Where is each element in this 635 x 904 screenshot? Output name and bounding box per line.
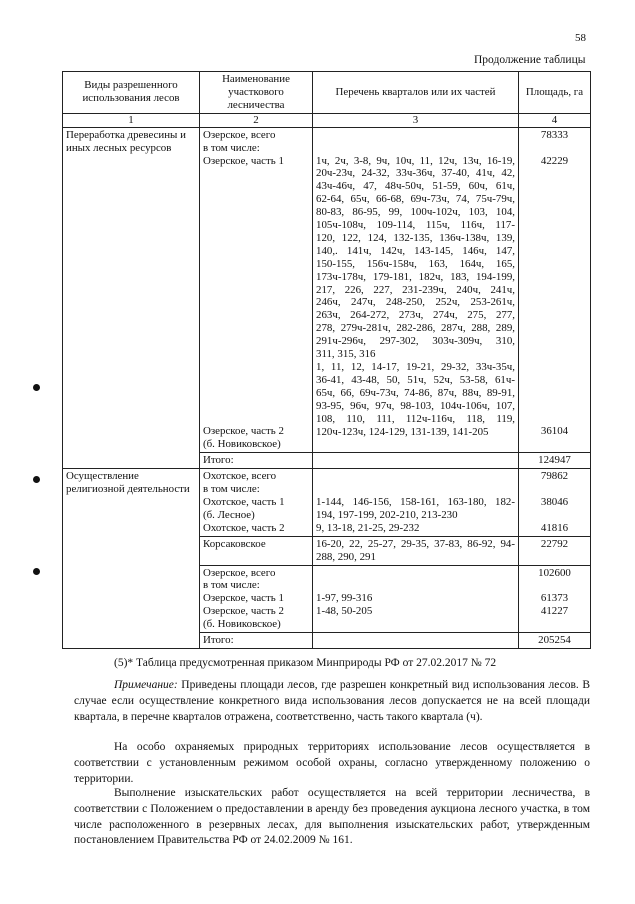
forestry-incl: в том числе: (203, 579, 260, 592)
paragraph-protected-areas: На особо охраняемых природных территориях использование лесов осуществляется в соответствии с установленным режимом особой охраны, согласно утвержденному положению о территории. (74, 741, 590, 785)
quarters-line: 217, 226, 227, 231-239ч, 240ч, 241ч, (316, 283, 515, 296)
column-number: 1 (63, 113, 200, 127)
quarters-line: 20ч-23ч, 24-32, 33ч-36ч, 37-40, 41ч, 42, (316, 167, 515, 180)
note-label: Примечание: (114, 679, 178, 691)
area-cell (519, 565, 591, 633)
header-forestry-name: Наименование участкового лесничества (200, 72, 313, 114)
forestry-incl: в том числе: (203, 483, 260, 496)
quarters-cell (313, 127, 519, 453)
forestry-name: Озерское, часть 1 (203, 592, 284, 605)
quarters-line: 1, 11, 12, 14-17, 19-21, 29-32, 33ч-35ч, (316, 361, 515, 374)
forestry-cell (200, 565, 313, 633)
area-value: 41227 (540, 605, 569, 618)
quarters-line: 105ч-108ч, 109-114, 115ч, 116ч, 117- (316, 219, 515, 232)
column-number: 2 (200, 113, 313, 127)
quarters-line: 246ч, 247ч, 248-250, 252ч, 253-261ч, (316, 296, 515, 309)
paragraph-survey-work: Выполнение изыскательских работ осуществляется на всей территории лесничества, в соответствии с Положением о предоставлении в аренду без проведения аукциона лесного участка, в том числе расположенного в резервных лесах, для выполнения изыскательских работ, утвержденным постановлением Правительства РФ от 24.02.2009 № 161. (74, 787, 590, 847)
table-header-row (63, 72, 591, 114)
area-value: 79862 (540, 470, 569, 483)
quarters-line: 43ч-46ч, 47, 48ч-50ч, 51-59, 60ч, 61ч, (316, 180, 515, 193)
forestry-name: Озерское, всего (203, 128, 276, 141)
quarters-line: 291ч-296ч, 297-302, 303ч-309ч, 310, (316, 335, 515, 348)
quarters-line: 120, 122, 124, 132-135, 136ч-138ч, 139, (316, 231, 515, 244)
quarters-line: 140,. 141ч, 142ч, 143-145, 146ч, 147, (316, 244, 515, 257)
total-value: 124947 (519, 453, 591, 469)
forestry-name: Корсаковское (200, 536, 313, 565)
quarters-line: 1-48, 50-205 (316, 605, 373, 618)
quarters-line: 194, 197-199, 202-210, 213-230 (316, 508, 458, 521)
quarters-cell (313, 565, 519, 633)
quarters-line: 173ч-178ч, 179-181, 182ч, 183, 194-199, (316, 270, 515, 283)
forestry-name: Охотское, часть 1 (203, 495, 285, 508)
quarters-line: 36-41, 43-48, 50, 51ч, 52ч, 53-58, 61ч- (316, 373, 515, 386)
column-number: 4 (519, 113, 591, 127)
header-use-type: Виды разрешенного использования лесов (63, 72, 200, 114)
area-cell (519, 127, 591, 453)
area-cell (519, 469, 591, 537)
table-row (63, 127, 591, 453)
header-quarters-list: Перечень кварталов или их частей (313, 72, 519, 114)
quarters-line: 1-144, 146-156, 158-161, 163-180, 182- (316, 495, 515, 508)
total-value: 205254 (519, 633, 591, 649)
quarters-line: 65ч, 66, 69ч-73ч, 74-86, 87ч, 88ч, 89-91, (316, 386, 515, 399)
note-paragraph (74, 678, 590, 725)
column-number-row (63, 113, 591, 127)
forestry-name: Озерское, часть 1 (203, 154, 284, 167)
forestry-name: Озерское, всего (203, 566, 276, 579)
quarters-line: 150-155, 156ч-158ч, 163, 164ч, 165, (316, 257, 515, 270)
quarters-line: 263ч, 264-272, 273ч, 274ч, 275, 277, (316, 309, 515, 322)
header-area: Площадь, га (519, 72, 591, 114)
area-value: 61373 (540, 592, 569, 605)
note-text: Приведены площади лесов, где разрешен конкретный вид использования лесов. В случае если осуществление конкретного вида использования лесов допускается не на всей площади квартала, в перечне кварталов отражена, соответственно, часть такого квартала (ч). (74, 679, 590, 723)
quarters-line: 1ч, 2ч, 3-8, 9ч, 10ч, 11, 12ч, 13ч, 16-19, (316, 154, 515, 167)
table-continuation-label: Продолжение таблицы (474, 54, 586, 66)
forest-use-table (62, 71, 591, 649)
quarters-line: 278, 279ч-281ч, 282-286, 287ч, 288, 289, (316, 322, 515, 335)
forestry-name: Озерское, часть 2 (203, 425, 284, 438)
forestry-cell (200, 469, 313, 537)
forestry-cell (200, 127, 313, 453)
forestry-name: Озерское, часть 2 (203, 605, 284, 618)
area-value: 36104 (540, 425, 569, 438)
total-label: Итого: (200, 453, 313, 469)
area-value: 42229 (540, 154, 569, 167)
area-value: 38046 (540, 495, 569, 508)
quarters-line: 93-95, 96ч, 97ч, 98-103, 104ч-106ч, 107, (316, 399, 515, 412)
binder-hole-mark (33, 476, 40, 483)
quarters-line: 16-20, 22, 25-27, 29-35, 37-83, 86-92, 94- (316, 537, 515, 550)
area-value: 41816 (540, 521, 569, 534)
quarters-cell (313, 536, 519, 565)
area-value: 102600 (538, 566, 571, 579)
forestry-subname: (б. Новиковское) (203, 618, 281, 631)
quarters-line: 9, 13-18, 21-25, 29-232 (316, 521, 420, 534)
table-row (63, 469, 591, 537)
column-number: 3 (313, 113, 519, 127)
forestry-name: Охотское, всего (203, 470, 277, 483)
forestry-subname: (б. Новиковское) (203, 438, 281, 451)
binder-hole-mark (33, 384, 40, 391)
forestry-incl: в том числе: (203, 141, 260, 154)
quarters-line: 80-83, 86-95, 99, 100ч-102ч, 103, 104, (316, 206, 515, 219)
quarters-cell (313, 469, 519, 537)
use-type-religious: Осуществление религиозной деятельности (63, 469, 200, 649)
quarters-line: 62-64, 65ч, 66-68, 69ч-73ч, 74, 75ч-79ч, (316, 193, 515, 206)
area-value: 78333 (540, 128, 569, 141)
binder-hole-mark (33, 568, 40, 575)
page-number: 58 (575, 32, 586, 44)
quarters-line: 311, 315, 316 (316, 348, 376, 361)
total-label: Итого: (200, 633, 313, 649)
quarters-line: 1-97, 99-316 (316, 592, 373, 605)
area-value: 22792 (519, 536, 591, 565)
use-type-processing: Переработка древесины и иных лесных ресурсов (63, 127, 200, 468)
forestry-name: Охотское, часть 2 (203, 521, 285, 534)
table-footnote: (5)* Таблица предусмотренная приказом Минприроды РФ от 27.02.2017 № 72 (114, 657, 497, 669)
quarters-line: 120ч-123ч, 124-129, 131-139, 141-205 (316, 425, 489, 438)
forestry-subname: (б. Лесное) (203, 508, 255, 521)
quarters-line: 108, 110, 111, 112ч-116ч, 118, 119, (316, 412, 515, 425)
quarters-line: 288, 290, 291 (316, 550, 376, 563)
